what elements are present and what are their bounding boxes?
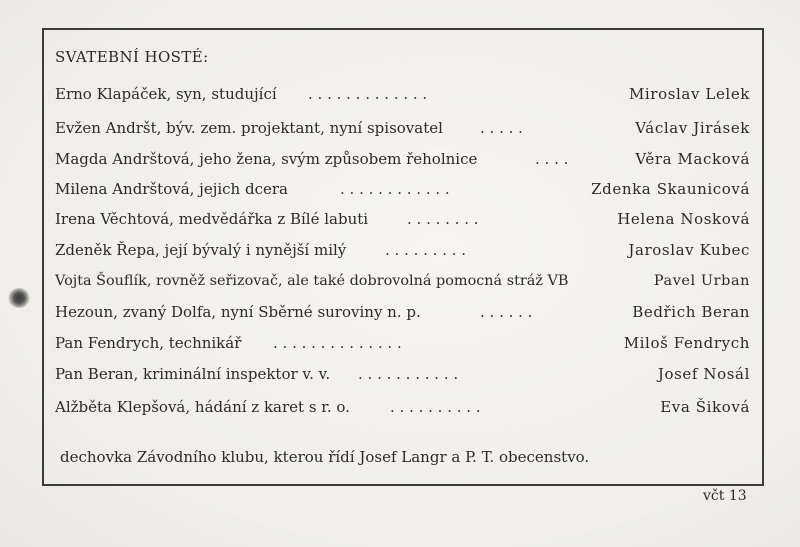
cast-role: Zdeněk Řepa, její bývalý i nynější milý (55, 241, 347, 259)
cast-row (55, 332, 750, 354)
cast-role: Hezoun, zvaný Dolfa, nyní Sběrné suroviny n. p. (55, 303, 421, 321)
cast-actor: Josef Nosál (657, 365, 750, 383)
cast-role: Pan Fendrych, technikář (55, 334, 242, 352)
cast-actor: Bedřich Beran (632, 303, 750, 321)
leader-dots: . . . . . . . . . . . . . . (273, 334, 402, 352)
cast-actor: Václav Jirásek (635, 119, 750, 137)
cast-actor: Eva Šiková (660, 398, 750, 416)
cast-row (55, 117, 750, 139)
cast-role: Magda Andrštová, jeho žena, svým způsobem řeholnice (55, 150, 478, 168)
leader-dots: . . . . . . . . . . . . . (308, 85, 428, 103)
cast-actor: Miloš Fendrych (623, 334, 750, 352)
page-number: včt 13 (703, 488, 747, 504)
leader-dots: . . . . . . . . . . . (358, 365, 459, 383)
cast-role: Evžen Andršt, býv. zem. projektant, nyní spisovatel (55, 119, 443, 137)
cast-row (55, 239, 750, 261)
cast-row (55, 301, 750, 323)
cast-actor: Miroslav Lelek (628, 85, 750, 103)
cast-role: Pan Beran, kriminální inspektor v. v. (55, 365, 331, 383)
cast-row (55, 83, 750, 105)
leader-dots: . . . . . . . . (407, 210, 479, 228)
cast-row (55, 396, 750, 418)
cast-role: Irena Věchtová, medvědářka z Bílé labuti (55, 210, 369, 228)
cast-role: Milena Andrštová, jejich dcera (55, 180, 288, 198)
cast-actor: Věra Macková (635, 150, 750, 168)
cast-row (55, 270, 750, 292)
cast-row (55, 178, 750, 200)
leader-dots: . . . . . . . . . . (390, 398, 481, 416)
ink-smudge (8, 288, 30, 308)
cast-actor: Helena Nosková (617, 210, 750, 228)
leader-dots: . . . . . . (480, 303, 533, 321)
cast-role: Alžběta Klepšová, hádání z karet s r. o. (55, 398, 350, 416)
leader-dots: . . . . . . . . . . . . (340, 180, 450, 198)
section-heading: SVATEBNÍ HOSTÉ: (55, 48, 209, 66)
cast-row (55, 363, 750, 385)
cast-row (55, 148, 750, 170)
cast-role: Vojta Šouflík, rovněž seřizovač, ale také dobrovolná pomocná stráž VB (55, 273, 569, 289)
band-credit: dechovka Závodního klubu, kterou řídí Josef Langr a P. T. obecenstvo. (60, 448, 590, 466)
cast-role: Erno Klapáček, syn, studující (55, 85, 277, 103)
cast-row (55, 208, 750, 230)
leader-dots: . . . . . . . . . (385, 241, 467, 259)
leader-dots: . . . . (535, 150, 569, 168)
cast-actor: Pavel Urban (653, 273, 750, 289)
cast-actor: Jaroslav Kubec (628, 241, 750, 259)
leader-dots: . . . . . (480, 119, 523, 137)
cast-actor: Zdenka Skaunicová (591, 180, 750, 198)
